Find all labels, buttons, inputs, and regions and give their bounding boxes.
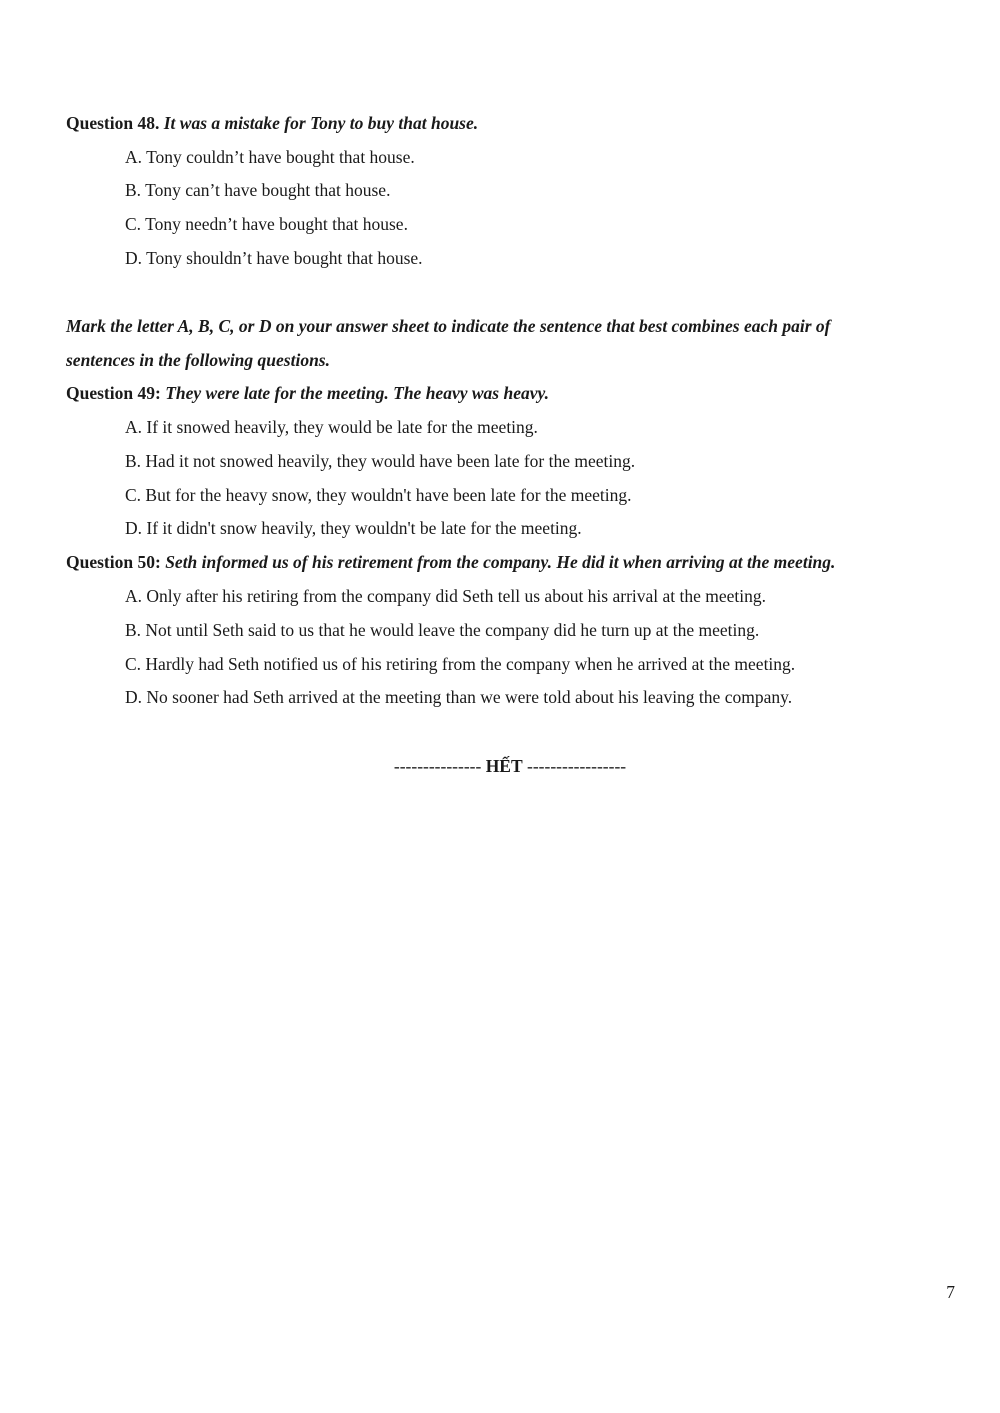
instruction-line-1: Mark the letter A, B, C, or D on your answer sheet to indicate the sentence that best combines each pair of <box>66 316 831 336</box>
question-48-label: Question 48. <box>66 113 160 133</box>
question-48-option-d: D. Tony shouldn’t have bought that house. <box>125 248 423 268</box>
end-marker-right-dashes: ----------------- <box>527 756 627 776</box>
question-48-prompt: It was a mistake for Tony to buy that house. <box>163 113 479 133</box>
question-48-option-a: A. Tony couldn’t have bought that house. <box>125 147 415 167</box>
question-48-heading <box>66 112 478 134</box>
page-number: 7 <box>946 1282 955 1302</box>
question-49-prompt: They were late for the meeting. The heavy was heavy. <box>165 383 549 403</box>
question-49-option-b: B. Had it not snowed heavily, they would have been late for the meeting. <box>125 451 636 471</box>
question-48-option-c: C. Tony needn’t have bought that house. <box>125 214 408 234</box>
question-50-option-d: D. No sooner had Seth arrived at the meeting than we were told about his leaving the company. <box>125 687 793 707</box>
question-49-heading <box>66 382 549 404</box>
question-50-option-a: A. Only after his retiring from the company did Seth tell us about his arrival at the meeting. <box>125 586 767 606</box>
question-49-option-d: D. If it didn't snow heavily, they wouldn't be late for the meeting. <box>125 518 582 538</box>
question-48-option-b: B. Tony can’t have bought that house. <box>125 180 391 200</box>
question-49-label: Question 49: <box>66 383 161 403</box>
instruction-line-2: sentences in the following questions. <box>66 350 330 370</box>
end-marker-left-dashes: --------------- <box>393 756 482 776</box>
question-50-option-c: C. Hardly had Seth notified us of his retiring from the company when he arrived at the meeting. <box>125 654 796 674</box>
question-50-heading <box>66 551 835 573</box>
end-marker-word: HẾT <box>485 756 523 776</box>
question-50-prompt: Seth informed us of his retirement from the company. He did it when arriving at the meeting. <box>165 552 836 572</box>
end-marker <box>0 755 1000 777</box>
question-49-option-a: A. If it snowed heavily, they would be late for the meeting. <box>125 417 538 437</box>
question-50-label: Question 50: <box>66 552 161 572</box>
question-49-option-c: C. But for the heavy snow, they wouldn't have been late for the meeting. <box>125 485 632 505</box>
question-50-option-b: B. Not until Seth said to us that he would leave the company did he turn up at the meeting. <box>125 620 760 640</box>
